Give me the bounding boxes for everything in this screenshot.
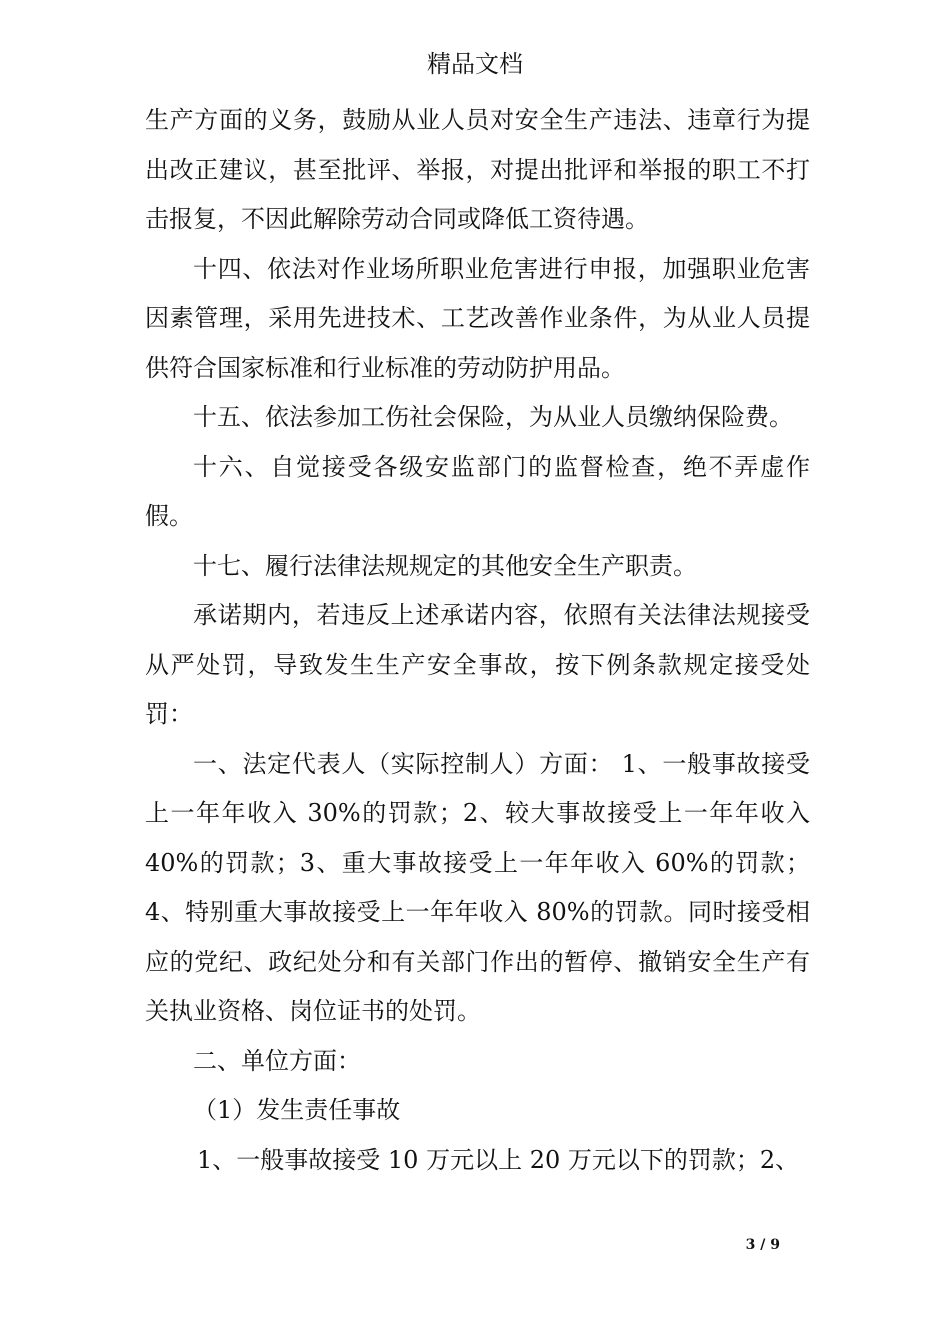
paragraph-general-accident-fine: 1、一般事故接受 10 万元以上 20 万元以下的罚款；2、	[197, 1145, 800, 1174]
page-number: 3 / 9	[745, 1237, 780, 1253]
paragraph-item-15: 十五、依法参加工伤社会保险，为从业人员缴纳保险费。	[193, 403, 793, 431]
page-header-title: 精品文档	[427, 50, 523, 78]
paragraph-item-17: 十七、履行法律法规规定的其他安全生产职责。	[193, 551, 697, 580]
document-body	[145, 96, 810, 1185]
paragraph-item-14: 十四、依法对作业场所职业危害进行申报，加强职业危害因素管理，采用先进技术、工艺改善作业条件，为从业人员提供符合国家标准和行业标准的劳动防护用品。	[145, 254, 810, 382]
paragraph-liability-accident: （1）发生责任事故	[193, 1096, 401, 1124]
paragraph-commitment-penalty: 承诺期内，若违反上述承诺内容，依照有关法律法规接受从严处罚，导致发生生产安全事故，按下例条款规定接受处罚：	[145, 601, 810, 728]
paragraph-legal-representative: 一、法定代表人（实际控制人）方面： 1、一般事故接受上一年年收入 30%的罚款；2、较大事故接受上一年年收入 40%的罚款；3、重大事故接受上一年年收入 60%的罚款；4、特别重大事故接受上一年年收入 80%的罚款。同时接受相应的党纪、政纪处分和有关部门作出的暂停、撤销安全生产有关执业资格、岗位证书的处罚。	[145, 749, 810, 1025]
paragraph-unit-heading: 二、单位方面：	[193, 1046, 361, 1075]
paragraph-item-16: 十六、自觉接受各级安监部门的监督检查，绝不弄虚作假。	[145, 452, 810, 530]
paragraph-obligations: 生产方面的义务，鼓励从业人员对安全生产违法、违章行为提出改正建议，甚至批评、举报，对提出批评和举报的职工不打击报复，不因此解除劳动合同或降低工资待遇。	[145, 106, 810, 233]
